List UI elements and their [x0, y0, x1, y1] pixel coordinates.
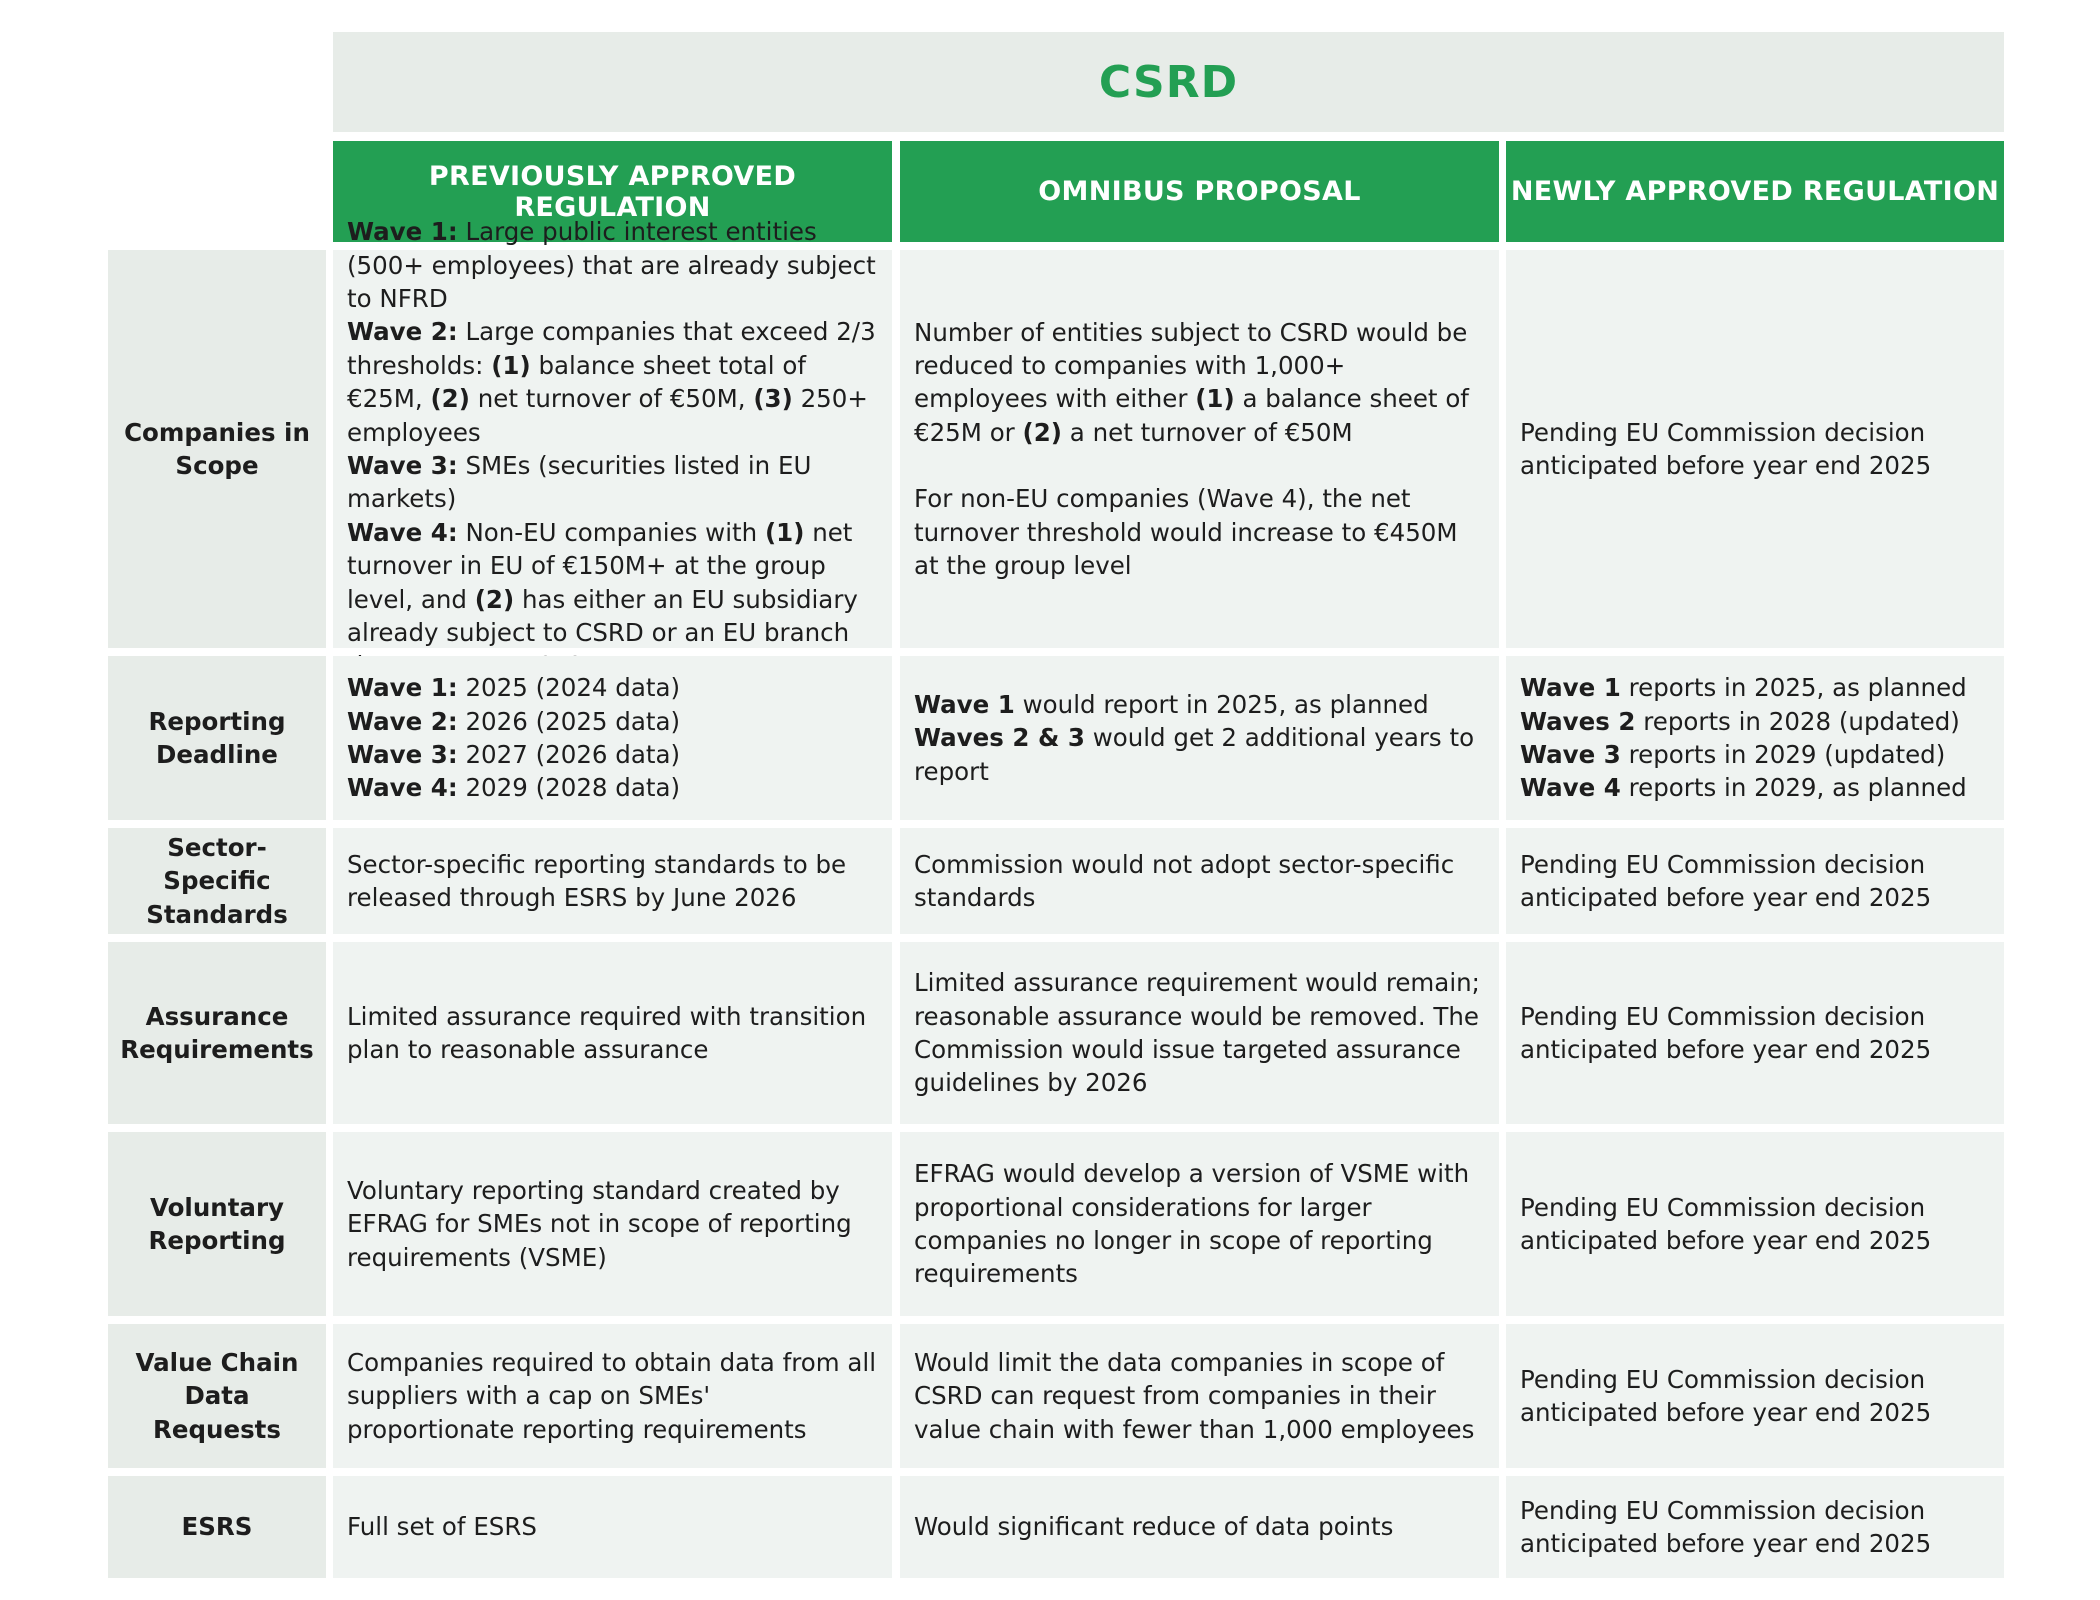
- cell-companies-newly: Pending EU Commission decision anticipated before year end 2025: [1506, 250, 2004, 648]
- cell-deadline-newly: Wave 1 reports in 2025, as planned Waves 2 reports in 2028 (updated) Wave 3 reports in 2029 (updated) Wave 4 reports in 2029, as planned: [1506, 656, 2004, 820]
- cell-valuechain-previous: Companies required to obtain data from all suppliers with a cap on SMEs' proportionate reporting requirements: [333, 1324, 892, 1468]
- cell-voluntary-newly: Pending EU Commission decision anticipated before year end 2025: [1506, 1132, 2004, 1316]
- cell-voluntary-omnibus: EFRAG would develop a version of VSME with proportional considerations for larger companies no longer in scope of reporting requirements: [900, 1132, 1499, 1316]
- table-title: CSRD: [333, 32, 2004, 132]
- wave-line: Wave 4: Non-EU companies with (1) net turnover in EU of €150M+ at the group level, and (2) has either an EU subsidiary already subject to CSRD or an EU branch: [347, 517, 858, 648]
- cell-assurance-newly: Pending EU Commission decision anticipated before year end 2025: [1506, 942, 2004, 1124]
- wave-line: Wave 3: SMEs (securities listed in EU markets): [347, 451, 812, 514]
- row-label-companies-in-scope: Companies in Scope: [108, 250, 326, 648]
- cell-assurance-previous: Limited assurance required with transition plan to reasonable assurance: [333, 942, 892, 1124]
- row-label-sector-specific: Sector-Specific Standards: [108, 828, 326, 934]
- row-label-reporting-deadline: Reporting Deadline: [108, 656, 326, 820]
- cell-deadline-omnibus: Wave 1 would report in 2025, as planned Waves 2 & 3 would get 2 additional years to report: [900, 656, 1499, 820]
- cell-valuechain-omnibus: Would limit the data companies in scope of CSRD can request from companies in their value chain with fewer than 1,000 employees: [900, 1324, 1499, 1468]
- cell-deadline-previous: Wave 1: 2025 (2024 data) Wave 2: 2026 (2025 data) Wave 3: 2027 (2026 data) Wave 4: 2029 (2028 data): [333, 656, 892, 820]
- wave-line: Wave 1: Large public interest entities (500+ employees) that are already subject to NFRD: [347, 217, 876, 313]
- cell-voluntary-previous: Voluntary reporting standard created by EFRAG for SMEs not in scope of reporting requirements (VSME): [333, 1132, 892, 1316]
- cell-sector-omnibus: Commission would not adopt sector-specific standards: [900, 828, 1499, 934]
- wave-line: Wave 2: Large companies that exceed 2/3 thresholds: (1) balance sheet total of €25M, (2) net turnover of €50M, (3) 250+ employees: [347, 317, 876, 447]
- cell-assurance-omnibus: Limited assurance requirement would remain; reasonable assurance would be removed. The Commission would issue targeted assurance guidelines by 2026: [900, 942, 1499, 1124]
- row-label-value-chain: Value Chain Data Requests: [108, 1324, 326, 1468]
- cell-esrs-previous: Full set of ESRS: [333, 1476, 892, 1578]
- cell-sector-previous: Sector-specific reporting standards to be released through ESRS by June 2026: [333, 828, 892, 934]
- row-label-assurance: Assurance Requirements: [108, 942, 326, 1124]
- column-header-previous: PREVIOUSLY APPROVED REGULATION: [333, 141, 892, 242]
- column-header-newly: NEWLY APPROVED REGULATION: [1506, 141, 2004, 242]
- row-label-esrs: ESRS: [108, 1476, 326, 1578]
- cell-valuechain-newly: Pending EU Commission decision anticipated before year end 2025: [1506, 1324, 2004, 1468]
- cell-esrs-omnibus: Would significant reduce of data points: [900, 1476, 1499, 1578]
- column-header-omnibus: OMNIBUS PROPOSAL: [900, 141, 1499, 242]
- cell-companies-omnibus: Number of entities subject to CSRD would be reduced to companies with 1,000+ employees with either (1) a balance sheet of €25M or (2) a net turnover of €50M For non-EU companies (Wave 4), the net turnover threshold would increase to €450M at the group level: [900, 250, 1499, 648]
- cell-esrs-newly: Pending EU Commission decision anticipated before year end 2025: [1506, 1476, 2004, 1578]
- cell-sector-newly: Pending EU Commission decision anticipated before year end 2025: [1506, 828, 2004, 934]
- cell-companies-previous: [333, 217, 892, 648]
- row-label-voluntary: Voluntary Reporting: [108, 1132, 326, 1316]
